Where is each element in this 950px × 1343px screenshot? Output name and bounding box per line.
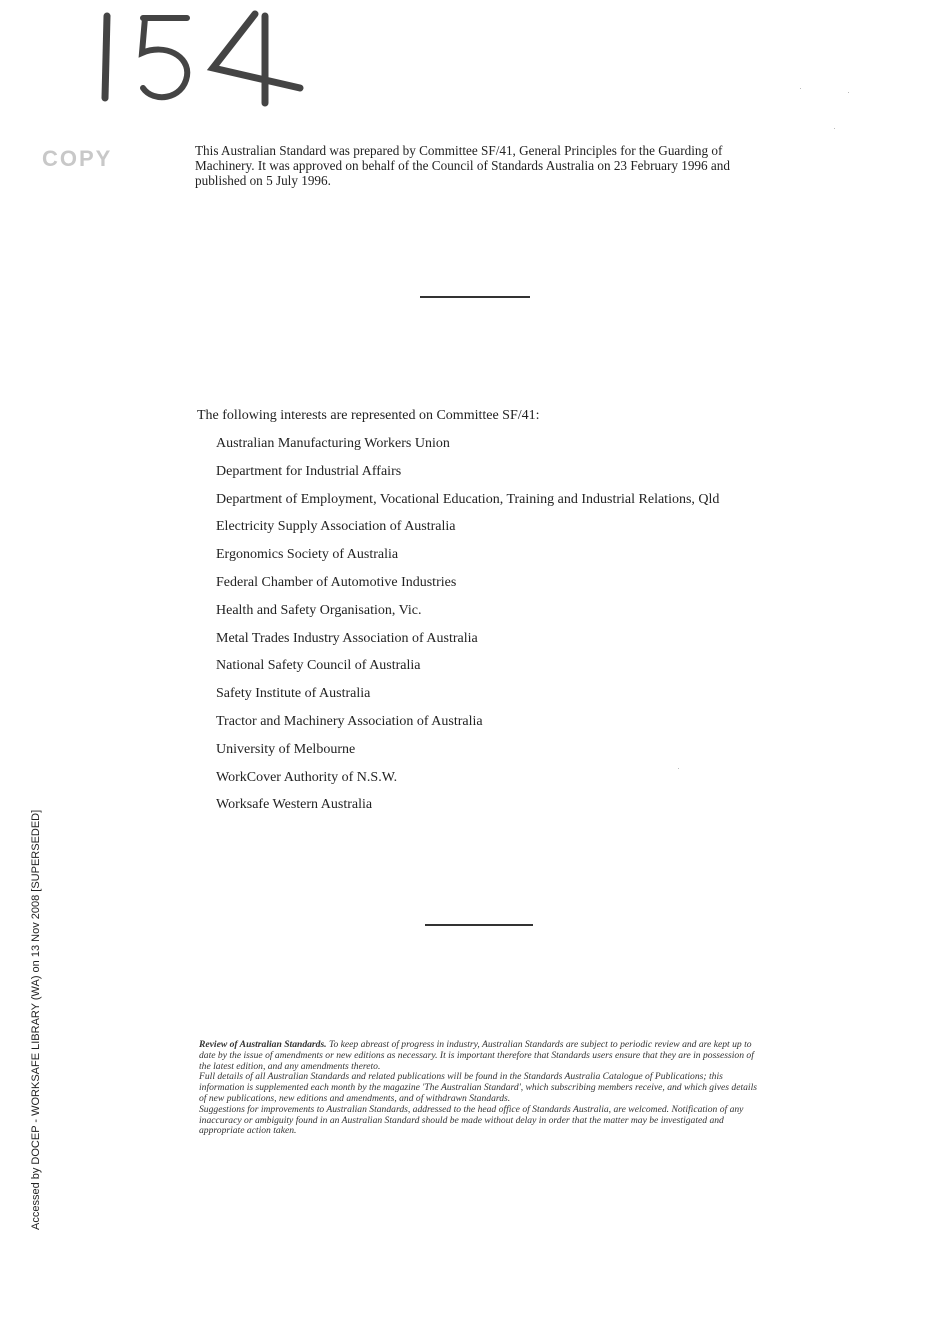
footnote-suggestions-text: Suggestions for improvements to Australian Standards, addressed to the head office of Standards Australia, are welcomed. Notification of any inaccuracy or ambiguity found in an Australian Standard should be made without delay in order that the matter may be investigated and appropriate action taken. xyxy=(199,1103,744,1137)
committee-member: University of Melbourne xyxy=(216,741,356,757)
committee-member: National Safety Council of Australia xyxy=(216,658,421,674)
committee-member: Health and Safety Organisation, Vic. xyxy=(216,602,422,618)
committee-members-list xyxy=(216,436,756,825)
divider-bottom xyxy=(425,924,533,926)
handwritten-document-number xyxy=(95,8,310,108)
scan-speck xyxy=(834,128,835,129)
committee-member: Safety Institute of Australia xyxy=(216,686,371,702)
faint-copy-stamp: COPY xyxy=(42,146,113,171)
scan-speck xyxy=(848,92,849,93)
access-watermark: Accessed by DOCEP - WORKSAFE LIBRARY (WA) on 13 Nov 2008 [SUPERSEDED] xyxy=(30,809,42,1230)
committee-member: Ergonomics Society of Australia xyxy=(216,547,399,563)
committee-heading: The following interests are represented on Committee SF/41: xyxy=(197,408,540,423)
committee-member: Metal Trades Industry Association of Australia xyxy=(216,630,478,646)
scan-speck xyxy=(678,768,679,769)
committee-member: Electricity Supply Association of Australia xyxy=(216,519,456,535)
footnote-review-paragraph xyxy=(199,1040,761,1072)
footnote-review-text: To keep abreast of progress in industry, Australian Standards are subject to periodic review and are kept up to date by the issue of amendments or new editions as necessary. It is important therefore that Standards users ensure that they are in possession of the latest edition, and any amendments thereto. xyxy=(199,1039,754,1072)
committee-member: Department for Industrial Affairs xyxy=(216,463,402,479)
footnote-review-title: Review of Australian Standards. xyxy=(199,1039,327,1050)
committee-member: Worksafe Western Australia xyxy=(216,797,373,813)
committee-member: Department of Employment, Vocational Education, Training and Industrial Relations, Qld xyxy=(216,491,720,507)
committee-member: Tractor and Machinery Association of Australia xyxy=(216,713,483,729)
scan-speck xyxy=(800,88,801,89)
preparation-note: This Australian Standard was prepared by Committee SF/41, General Principles for the Guarding of Machinery. It was approved on behalf of the Council of Standards Australia on 23 February 1996 and published on 5 July 1996. xyxy=(195,143,730,188)
review-footnote xyxy=(199,1040,761,1137)
committee-member: Federal Chamber of Automotive Industries xyxy=(216,574,457,590)
committee-member: Australian Manufacturing Workers Union xyxy=(216,436,450,451)
divider-top xyxy=(420,296,530,298)
footnote-details-text: Full details of all Australian Standards and related publications will be found in the Standards Australia Catalogue of Publications; this information is supplemented each month by the magazine 'The Australian Standard', which subscribing members receive, and which gives details of new publications, new editions and amendments, and of withdrawn Standards. xyxy=(199,1071,757,1104)
committee-member: WorkCover Authority of N.S.W. xyxy=(216,769,398,785)
